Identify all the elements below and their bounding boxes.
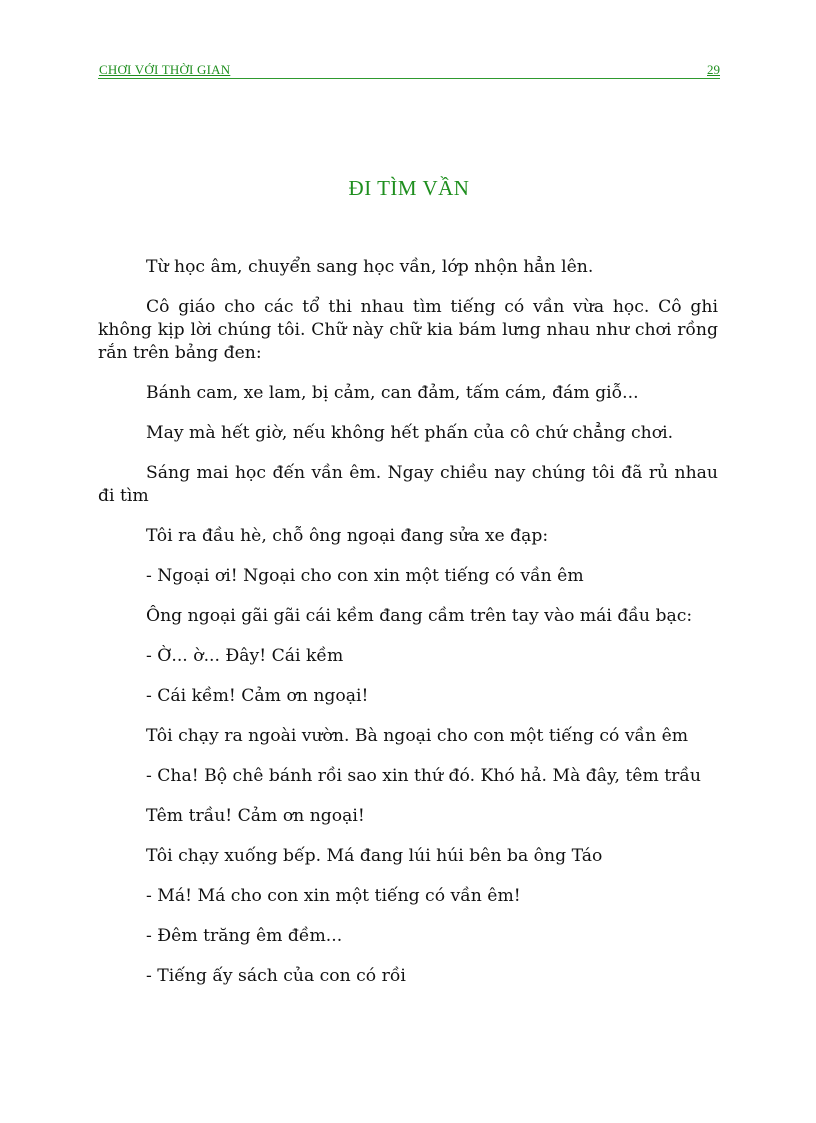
- header-page-number: 29: [707, 62, 720, 77]
- paragraph: - Đêm trăng êm đềm...: [146, 926, 343, 946]
- paragraph: Cô giáo cho các tổ thi nhau tìm tiếng có vần vừa học. Cô ghi không kịp lời chúng tôi. Chữ này chữ kia bám lưng nhau như chơi rồng rắn trên bảng đen:: [98, 297, 718, 363]
- paragraph: Từ học âm, chuyển sang học vần, lớp nhộn hẳn lên.: [146, 257, 594, 277]
- paragraph: - Cái kềm! Cảm ơn ngoại!: [146, 686, 369, 706]
- paragraph: Sáng mai học đến vần êm. Ngay chiều nay chúng tôi đã rủ nhau đi tìm: [98, 463, 718, 506]
- paragraph: Tôi chạy ra ngoài vườn. Bà ngoại cho con một tiếng có vần êm: [146, 726, 689, 746]
- paragraph: Tôi chạy xuống bếp. Má đang lúi húi bên ba ông Táo: [146, 846, 603, 866]
- header-title: CHƠI VỚI THỜI GIAN: [99, 62, 231, 77]
- body-text: [98, 256, 718, 1005]
- paragraph: - Tiếng ấy sách của con có rồi: [146, 966, 406, 986]
- paragraph: Tôi ra đầu hè, chỗ ông ngoại đang sửa xe đạp:: [146, 526, 549, 546]
- paragraph: Bánh cam, xe lam, bị cảm, can đảm, tấm cám, đám giỗ...: [146, 383, 639, 403]
- paragraph: - Cha! Bộ chê bánh rồi sao xin thứ đó. Khó hả. Mà đây, têm trầu: [146, 766, 701, 786]
- paragraph: - Ờ... ờ... Đây! Cái kềm: [146, 646, 344, 666]
- paragraph: - Má! Má cho con xin một tiếng có vần êm!: [146, 886, 521, 906]
- chapter-title: ĐI TÌM VẦN: [348, 176, 470, 200]
- paragraph: May mà hết giờ, nếu không hết phấn của cô chứ chẳng chơi.: [146, 423, 674, 443]
- paragraph: Têm trầu! Cảm ơn ngoại!: [146, 806, 365, 826]
- paragraph: - Ngoại ơi! Ngoại cho con xin một tiếng có vần êm: [146, 566, 584, 586]
- running-header: [98, 62, 720, 79]
- paragraph: Ông ngoại gãi gãi cái kềm đang cầm trên tay vào mái đầu bạc:: [146, 606, 693, 626]
